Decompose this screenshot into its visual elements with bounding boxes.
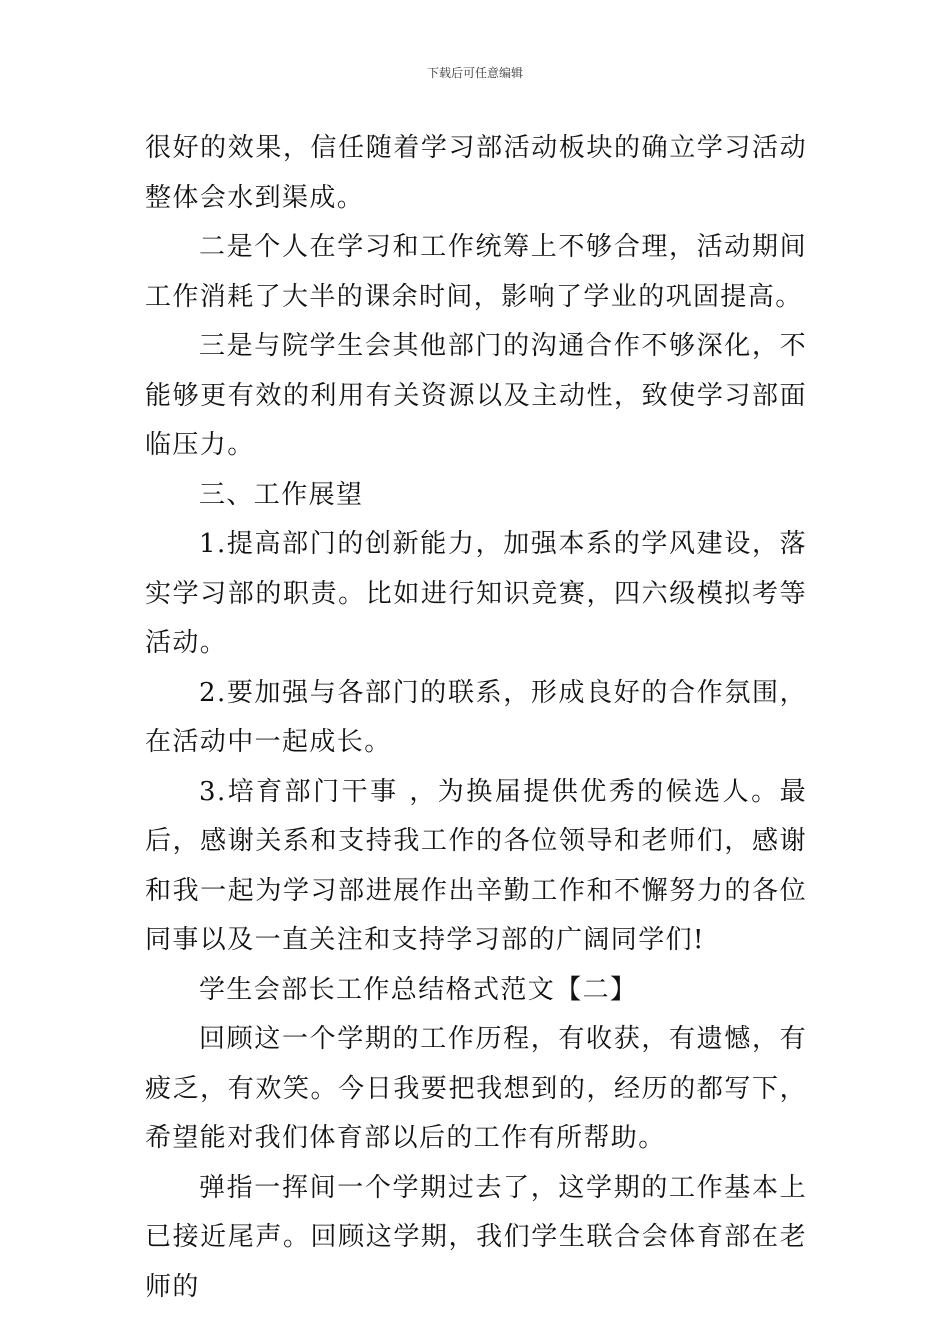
list-item-1: 1.提高部门的创新能力，加强本系的学风建设，落实学习部的职责。比如进行知识竞赛，四六级模拟考等活动。	[145, 529, 807, 658]
article-title-two: 学生会部长工作总结格式范文【二】	[199, 974, 638, 1005]
list-item-2: 2.要加强与各部门的联系，形成良好的合作氛围，在活动中一起成长。	[145, 677, 807, 757]
paragraph-review: 回顾这一个学期的工作历程，有收获，有遗憾，有疲乏，有欢笑。今日我要把我想到的，经历的都写下，希望能对我们体育部以后的工作有所帮助。	[145, 1024, 807, 1153]
paragraph-1: 很好的效果，信任随着学习部活动板块的确立学习活动整体会水到渠成。	[145, 133, 807, 213]
document-body	[145, 124, 807, 1312]
paragraph-2: 二是个人在学习和工作统筹上不够合理，活动期间工作消耗了大半的课余时间，影响了学业的巩固提高。	[145, 232, 807, 312]
paragraph-3: 三是与院学生会其他部门的沟通合作不够深化，不能够更有效的利用有关资源以及主动性，致使学习部面临压力。	[145, 331, 807, 460]
paragraph-semester: 弹指一挥间一个学期过去了，这学期的工作基本上已接近尾声。回顾这学期，我们学生联合会体育部在老师的	[145, 1172, 807, 1302]
list-item-3: 3.培育部门干事 ，为换届提供优秀的候选人。最后，感谢关系和支持我工作的各位领导和老师们，感谢和我一起为学习部进展作出辛勤工作和不懈努力的各位同事以及一直关注和支持学习部的广阔同学们!	[145, 776, 807, 955]
page-header: 下载后可任意编辑	[426, 66, 523, 80]
section-heading-outlook: 三、工作展望	[199, 479, 364, 510]
